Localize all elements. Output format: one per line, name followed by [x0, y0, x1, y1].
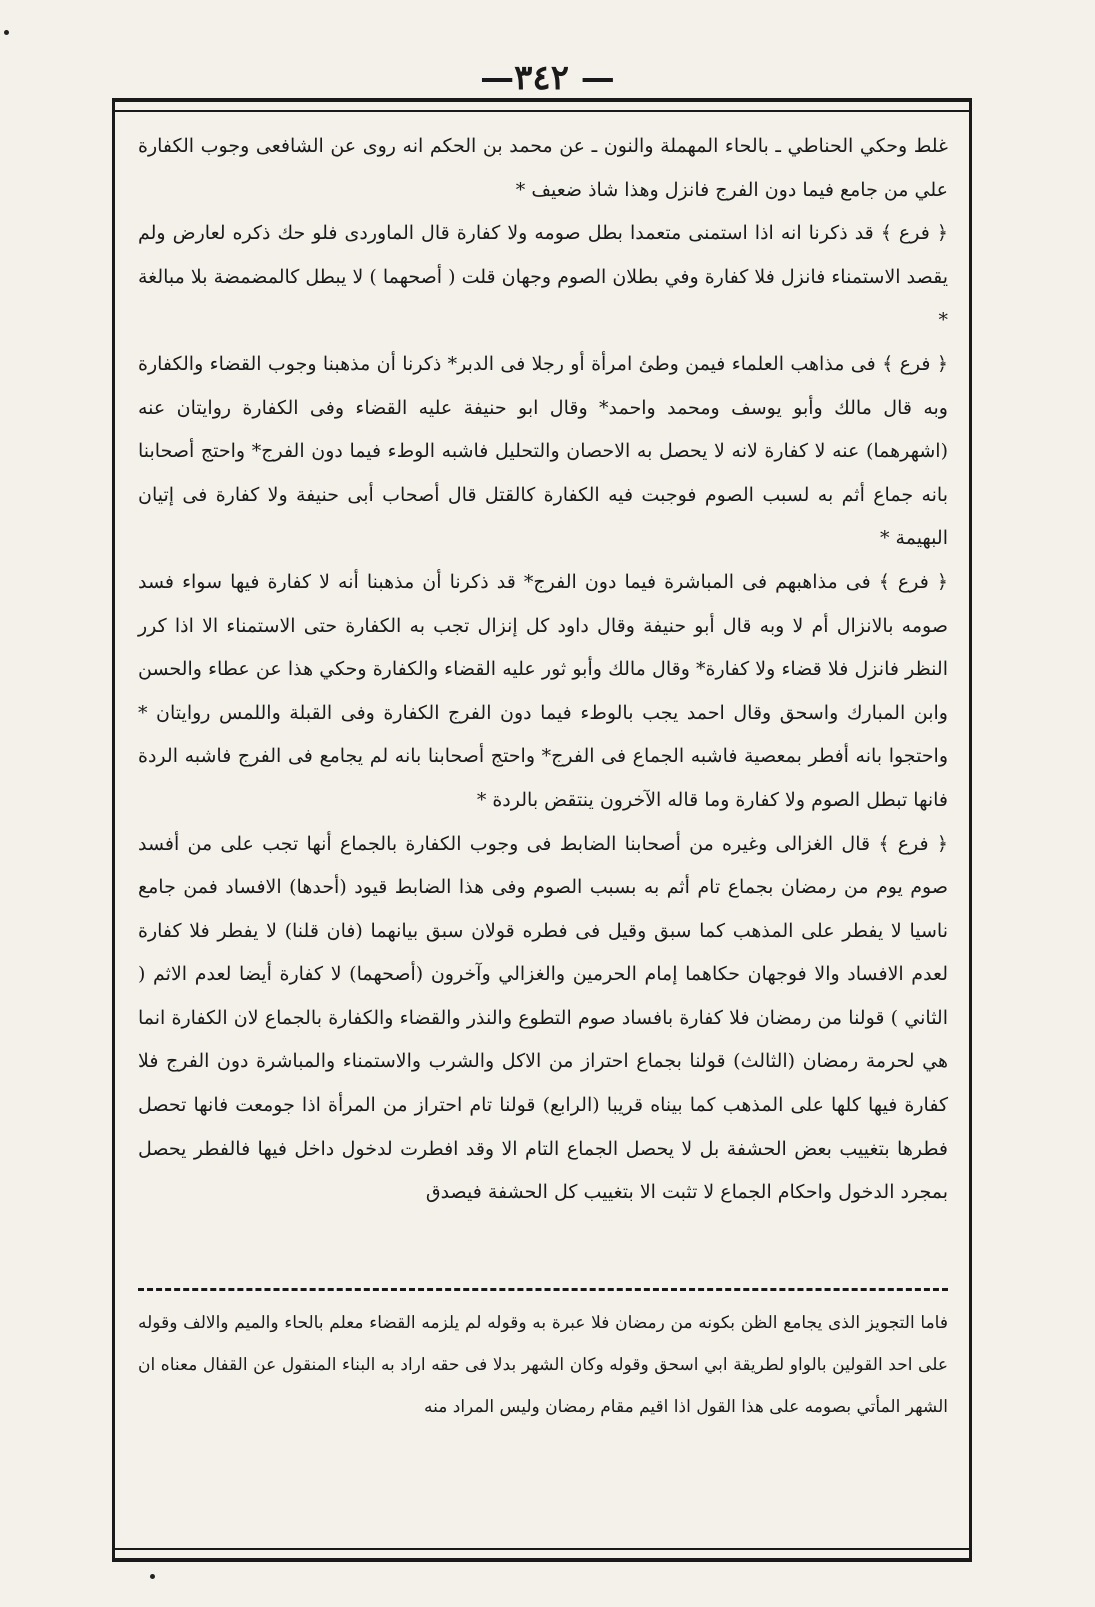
- main-paragraph: ﴿ فرع ﴾ قال الغزالى وغيره من أصحابنا الضابط فى وجوب الكفارة بالجماع أنها تجب على من أفسد صوم يوم من رمضان بجماع تام أثم به بسبب الصوم وفى هذا الضابط قيود (أحدها) الافساد فمن جامع ناسيا لا يفطر على المذهب كما سبق وقيل فى فطره قولان سبق بيانهما (فان قلنا) لا يفطر فلا كفارة لعدم الافساد والا فوجهان حكاهما إمام الحرمين والغزالي وآخرون (أصحهما) لا كفارة أيضا لعدم الاثم ( الثاني ) قولنا من رمضان فلا كفارة بافساد صوم التطوع والنذر والقضاء والكفارة بالجماع لان الكفارة انما هي لحرمة رمضان (الثالث) قولنا بجماع احتراز من الاكل والشرب والاستمناء والمباشرة دون الفرج فلا كفارة فيها كلها على المذهب كما بيناه قريبا (الرابع) قولنا تام احتراز من المرأة اذا جومعت فانها تحصل فطرها بتغييب بعض الحشفة بل لا يحصل الجماع التام الا وقد افطرت لدخول داخل فيها فالفطر يحصل بمجرد الدخول واحكام الجماع لا تثبت الا بتغييب كل الحشفة فيصدق: [138, 832, 948, 1204]
- main-paragraph: ﴿ فرع ﴾ فى مذاهبهم فى المباشرة فيما دون الفرج* قد ذكرنا أن مذهبنا أنه لا كفارة فيها سواء فسد صومه بالانزال أم لا وبه قال أبو حنيفة وقال داود كل إنزال تجب به الكفارة حتى الاستمناء الا اذا كرر النظر فانزل فلا قضاء ولا كفارة* وقال مالك وأبو ثور عليه القضاء والكفارة وحكي هذا عن عطاء والحسن وابن المبارك واسحق وقال احمد يجب بالوطء فيما دون الفرج الكفارة وفى القبلة واللمس روايتان * واحتجوا بانه أفطر بمعصية فاشبه الجماع فى الفرج* واحتج أصحابنا بانه لم يجامع فى الفرج فاشبه الردة فانها تبطل الصوم ولا كفارة وما قاله الآخرون ينتقض بالردة *: [138, 570, 948, 811]
- main-paragraph: ﴿ فرع ﴾ فى مذاهب العلماء فيمن وطئ امرأة أو رجلا فى الدبر* ذكرنا أن مذهبنا وجوب القضاء والكفارة وبه قال مالك وأبو يوسف ومحمد واحمد* وقال ابو حنيفة عليه القضاء وفى الكفارة روايتان عنه (اشهرهما) عنه لا كفارة لانه لا يحصل به الاحصان والتحليل فاشبه الوطء فيما دون الفرج* واحتج أصحابنا بانه جماع أثم به لسبب الصوم فوجبت فيه الكفارة كالقتل قال أصحاب أبى حنيفة ولا كفارة فى إتيان البهيمة *: [138, 352, 948, 550]
- bottom-double-rule: [112, 1548, 972, 1562]
- scan-speck: [4, 30, 9, 35]
- footnote-text-body: [138, 1302, 948, 1428]
- main-paragraph: ﴿ فرع ﴾ قد ذكرنا انه اذا استمنى متعمدا بطل صومه ولا كفارة قال الماوردى فلو حك ذكره لعارض ولم يقصد الاستمناء فانزل فلا كفارة وفي بطلان الصوم وجهان قلت ( أصحهما ) لا يبطل كالمضمضة بلا مبالغة *: [138, 222, 948, 332]
- main-paragraph: غلط وحكي الحناطي ـ بالحاء المهملة والنون ـ عن محمد بن الحكم انه روى عن الشافعى وجوب الكفارة علي من جامع فيما دون الفرج فانزل وهذا شاذ ضعيف *: [138, 135, 948, 201]
- page-number: —٣٤٢ —: [480, 58, 615, 98]
- top-double-rule: [112, 98, 972, 112]
- scan-speck: [150, 1574, 155, 1579]
- main-text-body: [138, 125, 948, 1215]
- footnote-divider: [138, 1288, 948, 1291]
- footnote-paragraph: فاما التجويز الذى يجامع الظن بكونه من رمضان فلا عبرة به وقوله لم يلزمه القضاء معلم بالحاء والميم والالف وقوله على احد القولين بالواو لطريقة ابي اسحق وقوله وكان الشهر بدلا فى حقه اراد به البناء المنقول عن القفال معناه ان الشهر المأتي بصومه على هذا القول اذا اقيم مقام رمضان وليس المراد منه: [138, 1313, 948, 1417]
